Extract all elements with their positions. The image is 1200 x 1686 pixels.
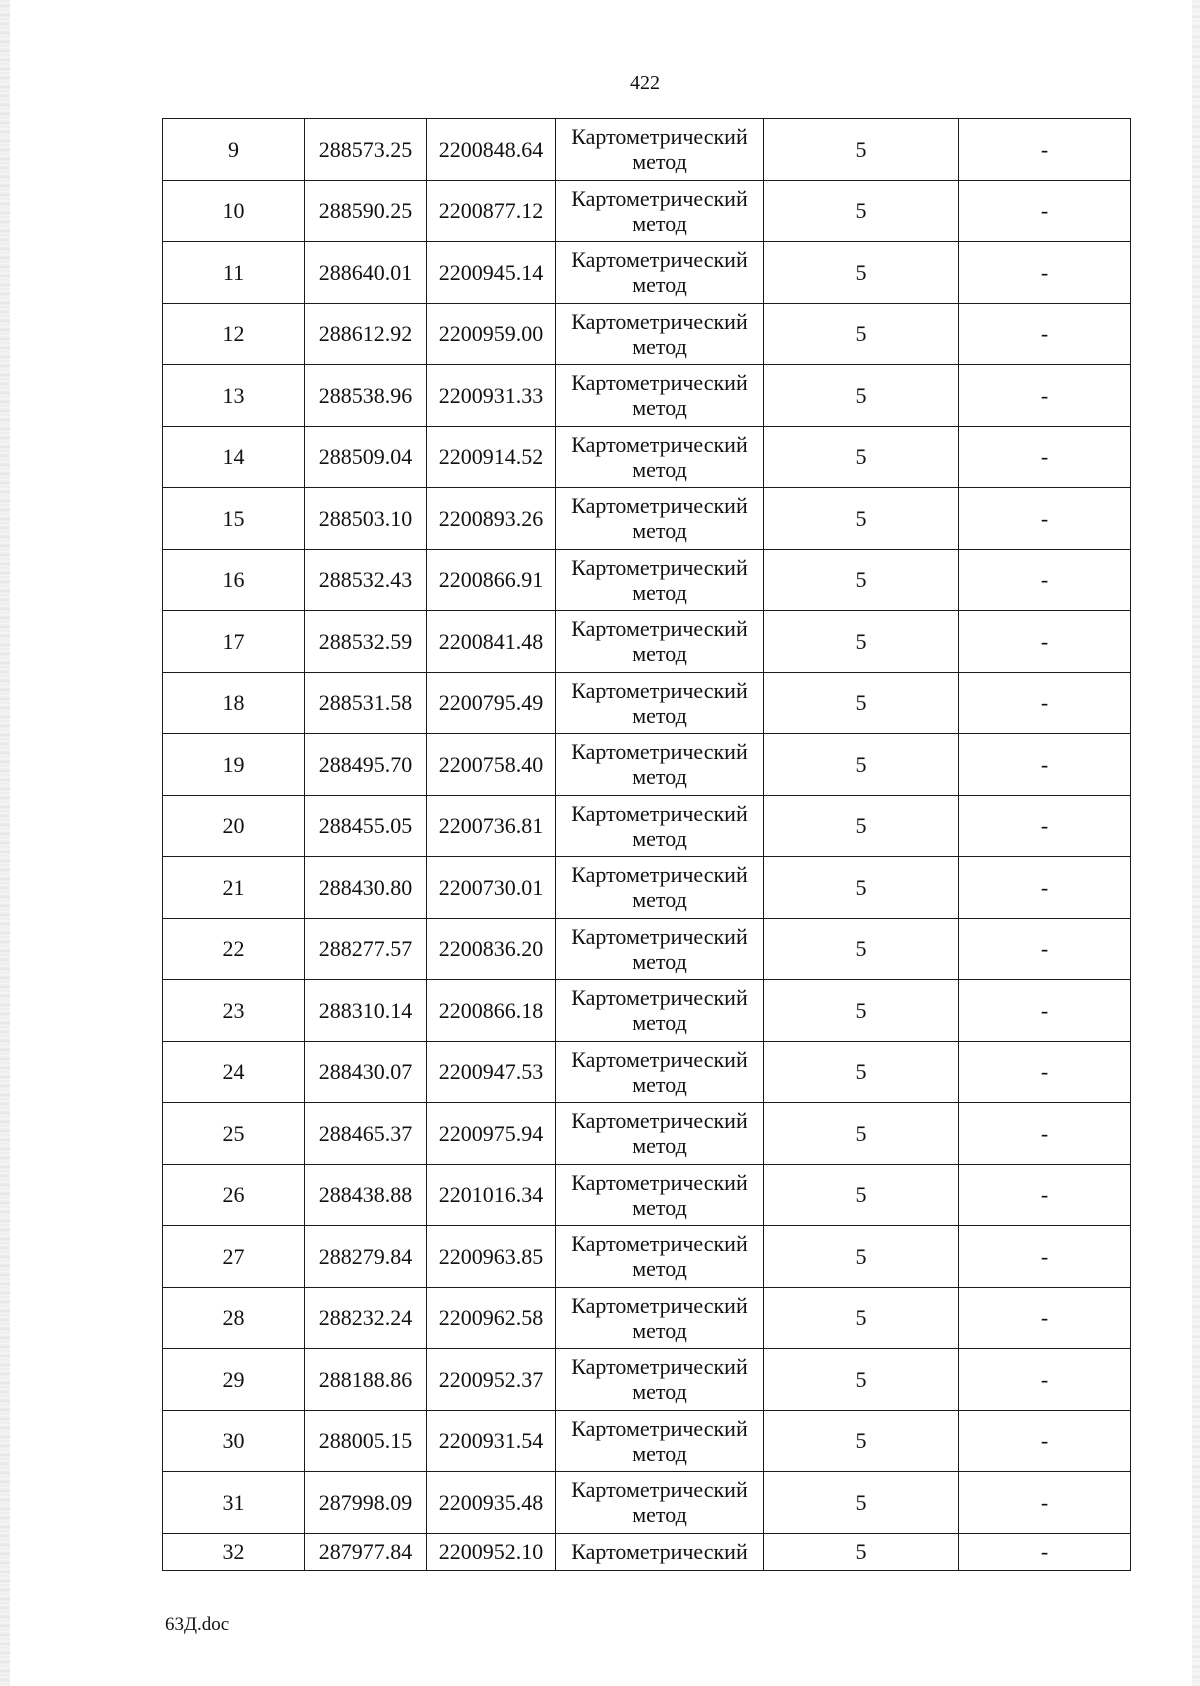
- dash-cell: -: [959, 918, 1131, 980]
- y-coordinate-cell: 2200959.00: [427, 303, 556, 365]
- accuracy-cell: 5: [764, 1041, 959, 1103]
- x-coordinate-cell: 288531.58: [305, 672, 427, 734]
- accuracy-cell: 5: [764, 734, 959, 796]
- accuracy-cell: 5: [764, 242, 959, 304]
- x-coordinate-cell: 288503.10: [305, 488, 427, 550]
- y-coordinate-cell: 2200952.10: [427, 1533, 556, 1570]
- x-coordinate-cell: 288538.96: [305, 365, 427, 427]
- dash-cell: -: [959, 549, 1131, 611]
- x-coordinate-cell: 288232.24: [305, 1287, 427, 1349]
- method-line-2: метод: [632, 1379, 687, 1405]
- method-cell: [556, 857, 764, 919]
- method-cell: [556, 611, 764, 673]
- accuracy-cell: 5: [764, 180, 959, 242]
- y-coordinate-cell: 2200795.49: [427, 672, 556, 734]
- method-cell: Картометрический: [556, 1533, 764, 1570]
- accuracy-cell: 5: [764, 1226, 959, 1288]
- method-cell: [556, 488, 764, 550]
- method-cell: [556, 180, 764, 242]
- method-line-1: Картометрический: [571, 800, 748, 826]
- table-row: [163, 242, 1131, 304]
- dash-cell: -: [959, 611, 1131, 673]
- method-line-1: Картометрический: [571, 1046, 748, 1072]
- method-line-2: метод: [632, 1317, 687, 1343]
- accuracy-cell: 5: [764, 857, 959, 919]
- method-line-2: метод: [632, 456, 687, 482]
- method-cell: [556, 918, 764, 980]
- point-number-cell: 17: [163, 611, 305, 673]
- method-line-1: Картометрический: [571, 923, 748, 949]
- point-number-cell: 18: [163, 672, 305, 734]
- y-coordinate-cell: 2200877.12: [427, 180, 556, 242]
- point-number-cell: 23: [163, 980, 305, 1042]
- point-number-cell: 28: [163, 1287, 305, 1349]
- x-coordinate-cell: 288532.59: [305, 611, 427, 673]
- accuracy-cell: 5: [764, 1164, 959, 1226]
- method-line-2: метод: [632, 1256, 687, 1282]
- table-row: [163, 1164, 1131, 1226]
- x-coordinate-cell: 288438.88: [305, 1164, 427, 1226]
- y-coordinate-cell: 2200931.54: [427, 1410, 556, 1472]
- method-line-2: метод: [632, 1010, 687, 1036]
- y-coordinate-cell: 2200947.53: [427, 1041, 556, 1103]
- point-number-cell: 30: [163, 1410, 305, 1472]
- x-coordinate-cell: 287998.09: [305, 1472, 427, 1534]
- method-line-1: Картометрический: [571, 985, 748, 1011]
- accuracy-cell: 5: [764, 611, 959, 673]
- method-line-1: Картометрический: [571, 1415, 748, 1441]
- dash-cell: -: [959, 1472, 1131, 1534]
- table-row: [163, 488, 1131, 550]
- method-line-1: Картометрический: [571, 185, 748, 211]
- dash-cell: -: [959, 365, 1131, 427]
- accuracy-cell: 5: [764, 119, 959, 181]
- y-coordinate-cell: 2200975.94: [427, 1103, 556, 1165]
- point-number-cell: 15: [163, 488, 305, 550]
- x-coordinate-cell: 288612.92: [305, 303, 427, 365]
- dash-cell: -: [959, 426, 1131, 488]
- accuracy-cell: 5: [764, 303, 959, 365]
- accuracy-cell: 5: [764, 1103, 959, 1165]
- point-number-cell: 12: [163, 303, 305, 365]
- accuracy-cell: 5: [764, 1410, 959, 1472]
- method-line-2: метод: [632, 333, 687, 359]
- method-line-2: метод: [632, 702, 687, 728]
- table-row: [163, 1041, 1131, 1103]
- dash-cell: -: [959, 119, 1131, 181]
- x-coordinate-cell: 288430.80: [305, 857, 427, 919]
- method-line-1: Картометрический: [571, 739, 748, 765]
- accuracy-cell: 5: [764, 426, 959, 488]
- method-line-2: метод: [632, 518, 687, 544]
- table-row: [163, 180, 1131, 242]
- point-number-cell: 25: [163, 1103, 305, 1165]
- method-line-1: Картометрический: [571, 1231, 748, 1257]
- method-line-1: Картометрический: [571, 862, 748, 888]
- table-row: [163, 1349, 1131, 1411]
- method-line-2: метод: [632, 1502, 687, 1528]
- method-line-2: метод: [632, 1071, 687, 1097]
- method-line-1: Картометрический: [571, 1169, 748, 1195]
- table-row-last: [163, 1533, 1131, 1570]
- dash-cell: -: [959, 1287, 1131, 1349]
- method-cell: [556, 734, 764, 796]
- method-line-2: метод: [632, 825, 687, 851]
- y-coordinate-cell: 2201016.34: [427, 1164, 556, 1226]
- method-line-2: метод: [632, 764, 687, 790]
- y-coordinate-cell: 2200730.01: [427, 857, 556, 919]
- point-number-cell: 11: [163, 242, 305, 304]
- accuracy-cell: 5: [764, 1287, 959, 1349]
- method-cell: [556, 1041, 764, 1103]
- table-row: [163, 549, 1131, 611]
- accuracy-cell: 5: [764, 488, 959, 550]
- point-number-cell: 31: [163, 1472, 305, 1534]
- method-cell: [556, 1226, 764, 1288]
- accuracy-cell: 5: [764, 672, 959, 734]
- method-cell: [556, 426, 764, 488]
- x-coordinate-cell: 288509.04: [305, 426, 427, 488]
- table-row: [163, 365, 1131, 427]
- method-line-1: Картометрический: [571, 1108, 748, 1134]
- dash-cell: -: [959, 1349, 1131, 1411]
- method-line-1: Картометрический: [571, 247, 748, 273]
- y-coordinate-cell: 2200836.20: [427, 918, 556, 980]
- table-row: [163, 303, 1131, 365]
- x-coordinate-cell: 288188.86: [305, 1349, 427, 1411]
- method-line-1: Картометрический: [571, 431, 748, 457]
- dash-cell: -: [959, 1410, 1131, 1472]
- y-coordinate-cell: 2200931.33: [427, 365, 556, 427]
- method-cell: [556, 1349, 764, 1411]
- table-row: [163, 1472, 1131, 1534]
- y-coordinate-cell: 2200962.58: [427, 1287, 556, 1349]
- accuracy-cell: 5: [764, 365, 959, 427]
- method-line-1: Картометрический: [571, 1292, 748, 1318]
- x-coordinate-cell: 288455.05: [305, 795, 427, 857]
- method-cell: [556, 119, 764, 181]
- dash-cell: -: [959, 734, 1131, 796]
- point-number-cell: 22: [163, 918, 305, 980]
- table-row: [163, 1410, 1131, 1472]
- y-coordinate-cell: 2200758.40: [427, 734, 556, 796]
- x-coordinate-cell: 288573.25: [305, 119, 427, 181]
- table-row: [163, 119, 1131, 181]
- x-coordinate-cell: 288430.07: [305, 1041, 427, 1103]
- method-cell: [556, 1103, 764, 1165]
- point-number-cell: 14: [163, 426, 305, 488]
- method-cell: [556, 980, 764, 1042]
- x-coordinate-cell: 288495.70: [305, 734, 427, 796]
- y-coordinate-cell: 2200736.81: [427, 795, 556, 857]
- dash-cell: -: [959, 242, 1131, 304]
- accuracy-cell: 5: [764, 918, 959, 980]
- dash-cell: -: [959, 303, 1131, 365]
- table-row: [163, 1287, 1131, 1349]
- method-line-1: Картометрический: [571, 1477, 748, 1503]
- y-coordinate-cell: 2200848.64: [427, 119, 556, 181]
- coordinates-table: [162, 118, 1131, 1571]
- dash-cell: -: [959, 1041, 1131, 1103]
- dash-cell: -: [959, 672, 1131, 734]
- method-line-1: Картометрический: [571, 308, 748, 334]
- method-line-2: метод: [632, 887, 687, 913]
- dash-cell: -: [959, 1103, 1131, 1165]
- table-row: [163, 918, 1131, 980]
- method-line-1: Картометрический: [571, 370, 748, 396]
- y-coordinate-cell: 2200866.18: [427, 980, 556, 1042]
- method-line-1: Картометрический: [571, 677, 748, 703]
- dash-cell: -: [959, 1164, 1131, 1226]
- point-number-cell: 10: [163, 180, 305, 242]
- dash-cell: -: [959, 488, 1131, 550]
- y-coordinate-cell: 2200945.14: [427, 242, 556, 304]
- method-line-2: метод: [632, 641, 687, 667]
- table-row: [163, 857, 1131, 919]
- point-number-cell: 19: [163, 734, 305, 796]
- method-line-1: Картометрический: [571, 616, 748, 642]
- dash-cell: -: [959, 980, 1131, 1042]
- point-number-cell: 32: [163, 1533, 305, 1570]
- x-coordinate-cell: 288532.43: [305, 549, 427, 611]
- method-line-1: Картометрический: [571, 124, 748, 150]
- dash-cell: -: [959, 795, 1131, 857]
- y-coordinate-cell: 2200914.52: [427, 426, 556, 488]
- accuracy-cell: 5: [764, 795, 959, 857]
- method-cell: [556, 242, 764, 304]
- table-row: [163, 734, 1131, 796]
- scan-edge-left: [0, 0, 10, 1686]
- accuracy-cell: 5: [764, 1472, 959, 1534]
- table-row: [163, 980, 1131, 1042]
- method-cell: [556, 1164, 764, 1226]
- method-cell: [556, 1287, 764, 1349]
- method-line-2: метод: [632, 948, 687, 974]
- y-coordinate-cell: 2200866.91: [427, 549, 556, 611]
- table-row: [163, 1226, 1131, 1288]
- method-line-2: метод: [632, 395, 687, 421]
- page-number: 422: [630, 72, 660, 94]
- method-line-1: Картометрический: [571, 493, 748, 519]
- method-cell: [556, 795, 764, 857]
- y-coordinate-cell: 2200963.85: [427, 1226, 556, 1288]
- table-row: [163, 1103, 1131, 1165]
- scan-edge-right: [1192, 0, 1200, 1686]
- x-coordinate-cell: 288310.14: [305, 980, 427, 1042]
- method-cell: [556, 672, 764, 734]
- method-line-2: метод: [632, 579, 687, 605]
- dash-cell: -: [959, 1226, 1131, 1288]
- accuracy-cell: 5: [764, 1533, 959, 1570]
- coordinates-table-body: [163, 119, 1131, 1571]
- y-coordinate-cell: 2200841.48: [427, 611, 556, 673]
- method-line-2: метод: [632, 1133, 687, 1159]
- method-line-2: метод: [632, 1194, 687, 1220]
- table-row: [163, 672, 1131, 734]
- point-number-cell: 13: [163, 365, 305, 427]
- table-row: [163, 611, 1131, 673]
- point-number-cell: 26: [163, 1164, 305, 1226]
- method-line-2: метод: [632, 1440, 687, 1466]
- point-number-cell: 27: [163, 1226, 305, 1288]
- method-line-2: метод: [632, 149, 687, 175]
- method-cell: [556, 1410, 764, 1472]
- y-coordinate-cell: 2200935.48: [427, 1472, 556, 1534]
- method-cell: [556, 1472, 764, 1534]
- x-coordinate-cell: 288465.37: [305, 1103, 427, 1165]
- method-line-1: Картометрический: [571, 1354, 748, 1380]
- accuracy-cell: 5: [764, 980, 959, 1042]
- x-coordinate-cell: 288005.15: [305, 1410, 427, 1472]
- table-row: [163, 426, 1131, 488]
- y-coordinate-cell: 2200952.37: [427, 1349, 556, 1411]
- dash-cell: -: [959, 1533, 1131, 1570]
- x-coordinate-cell: 288590.25: [305, 180, 427, 242]
- method-cell: [556, 549, 764, 611]
- method-line-2: метод: [632, 210, 687, 236]
- accuracy-cell: 5: [764, 1349, 959, 1411]
- dash-cell: -: [959, 857, 1131, 919]
- x-coordinate-cell: 288640.01: [305, 242, 427, 304]
- point-number-cell: 24: [163, 1041, 305, 1103]
- point-number-cell: 16: [163, 549, 305, 611]
- method-cell: [556, 365, 764, 427]
- accuracy-cell: 5: [764, 549, 959, 611]
- dash-cell: -: [959, 180, 1131, 242]
- point-number-cell: 9: [163, 119, 305, 181]
- method-line-2: метод: [632, 272, 687, 298]
- y-coordinate-cell: 2200893.26: [427, 488, 556, 550]
- x-coordinate-cell: 288277.57: [305, 918, 427, 980]
- document-filename: 63Д.doc: [165, 1614, 230, 1635]
- table-row: [163, 795, 1131, 857]
- method-cell: [556, 303, 764, 365]
- point-number-cell: 20: [163, 795, 305, 857]
- x-coordinate-cell: 287977.84: [305, 1533, 427, 1570]
- x-coordinate-cell: 288279.84: [305, 1226, 427, 1288]
- method-line-1: Картометрический: [571, 554, 748, 580]
- point-number-cell: 29: [163, 1349, 305, 1411]
- point-number-cell: 21: [163, 857, 305, 919]
